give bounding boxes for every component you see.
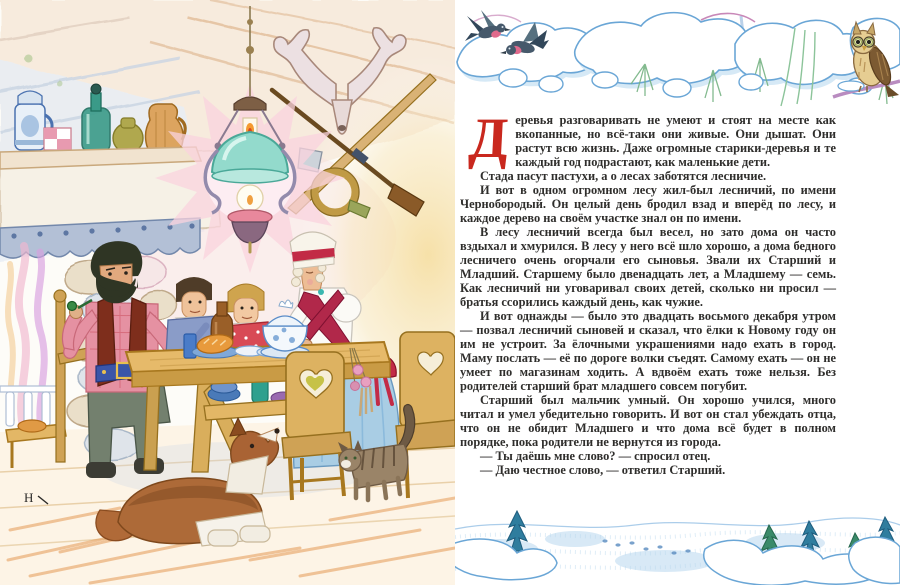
mother-earring: [318, 289, 324, 295]
right-page: [455, 0, 900, 585]
owl-tail: [885, 84, 899, 97]
story-paragraph: И вот в одном огромном лесу жил-был лесничий, по имени Чернобородый. Он целый день бродил взад и вперёд по лесу, и каждое дерево на своём участке знал он по имени.: [460, 183, 836, 225]
drop-cap: Д: [467, 107, 510, 170]
dialogue-line: — Даю честное слово, — ответил Старший.: [480, 463, 726, 477]
dialogue-line: — Ты даёшь мне слово? — спросил отец.: [480, 449, 711, 463]
story-paragraph: И вот однажды — было это двадцать восьмого декабря утром — позвал лесничий сыновей и сказал, что ёлки к Новому году он им не устроит. За ёлочными украшениями надо ехать в город. Маму послать — её по дороге волки съедят. Самому ехать — он не умеет по магазинам ходить. А вдвоём ехать тоже нельзя. Без родителей старший брат младшего совсем погубит.: [460, 309, 836, 393]
story-paragraph: Стада пасут пастухи, а о лесах заботятся лесничие.: [480, 169, 767, 183]
snow-border-bottom: [455, 503, 900, 585]
paragraph-text: еревья разговаривать не умеют и стоят на месте как вкопанные, но всё-таки они живые. Они дышат. Они растут всю жизнь. Даже огромные старики-деревья и те каждый год подрастают, как маленькие дети.: [515, 113, 836, 169]
cat-head: [339, 449, 361, 471]
story-paragraph: [460, 107, 836, 170]
checkered-box: [44, 128, 71, 150]
svg-text:Н: Н: [24, 490, 34, 505]
story-paragraph: В лесу лесничий всегда был весел, но зато дома он часто вздыхал и хмурился. В лесу у него всё шло хорошо, а дома бедного лесничего очень огорчали его сыновья. Звали их Старший и Младший. Старшему было двенадцать лет, а Младшему — семь. Как лесничий ни уговаривал своих детей, сколько ни просил — братья ссорились каждый день, как чужие.: [460, 225, 836, 309]
story-text: [460, 107, 836, 477]
snow-border-top: [455, 0, 900, 112]
story-paragraph: Старший был мальчик умный. Он хорошо учился, много читал и умел убедительно говорить. И вот он стал убеждать отца, что он не обидит Младшего и что дома всё будет в полном порядке, пока родители не вернутся из города.: [460, 393, 836, 449]
